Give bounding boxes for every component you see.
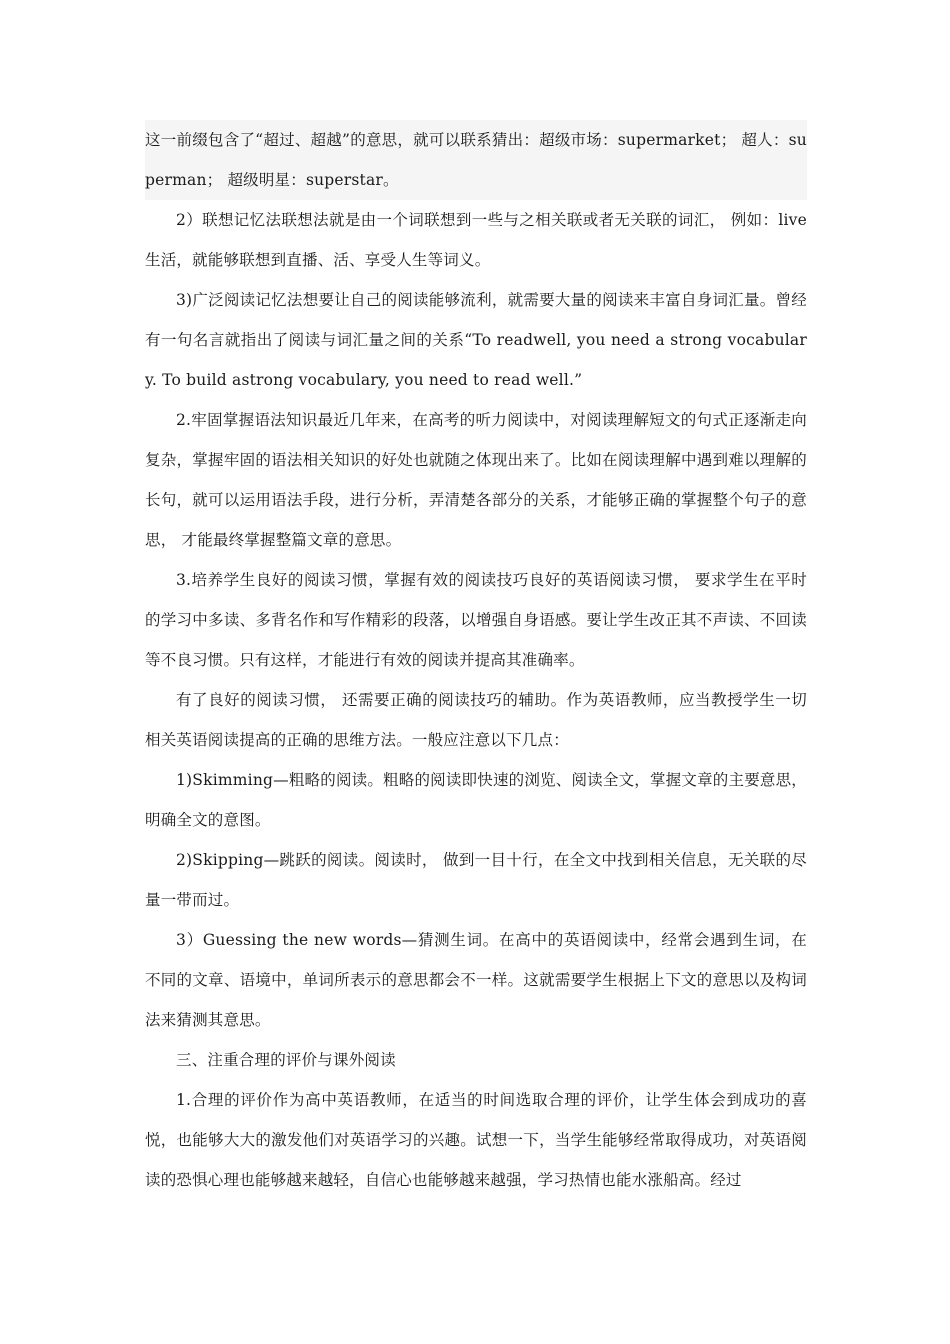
- paragraph-skipping: 2)Skipping—跳跃的阅读。阅读时， 做到一目十行，在全文中找到相关信息，无关联的尽量一带而过。: [145, 851, 807, 909]
- paragraph-skimming: 1)Skimming—粗略的阅读。粗略的阅读即快速的浏览、阅读全文，掌握文章的主要意思，明确全文的意图。: [145, 771, 807, 829]
- document-body: [145, 120, 807, 1200]
- paragraph-reading-habits: 3.培养学生良好的阅读习惯，掌握有效的阅读技巧良好的英语阅读习惯， 要求学生在平时的学习中多读、多背名作和写作精彩的段落，以增强自身语感。要让学生改正其不声读、不回读等不良习惯。只有这样，才能进行有效的阅读并提高其准确率。: [145, 571, 807, 669]
- paragraph-association-memory: 2）联想记忆法联想法就是由一个词联想到一些与之相关联或者无关联的词汇， 例如：live 生活，就能够联想到直播、活、享受人生等词义。: [145, 211, 807, 269]
- paragraph-prefix-super: 这一前缀包含了“超过、超越”的意思，就可以联系猜出：超级市场：supermarket； 超人：superman； 超级明星：superstar。: [145, 120, 807, 200]
- paragraph-grammar: 2.牢固掌握语法知识最近几年来，在高考的听力阅读中，对阅读理解短文的句式正逐渐走向复杂，掌握牢固的语法相关知识的好处也就随之体现出来了。比如在阅读理解中遇到难以理解的长句，就可以运用语法手段，进行分析，弄清楚各部分的关系，才能够正确的掌握整个句子的意思， 才能最终掌握整篇文章的意思。: [145, 411, 807, 549]
- paragraph-guessing: 3）Guessing the new words—猜测生词。在高中的英语阅读中，经常会遇到生词，在不同的文章、语境中，单词所表示的意思都会不一样。这就需要学生根据上下文的意思以及构词法来猜测其意思。: [145, 931, 807, 1029]
- paragraph-reading-skills: 有了良好的阅读习惯， 还需要正确的阅读技巧的辅助。作为英语教师，应当教授学生一切相关英语阅读提高的正确的思维方法。一般应注意以下几点：: [145, 691, 807, 749]
- paragraph-evaluation: 1.合理的评价作为高中英语教师，在适当的时间选取合理的评价，让学生体会到成功的喜悦，也能够大大的激发他们对英语学习的兴趣。试想一下，当学生能够经常取得成功，对英语阅读的恐惧心理也能够越来越轻，自信心也能够越来越强，学习热情也能水涨船高。经过: [145, 1091, 807, 1189]
- paragraph-extensive-reading: 3)广泛阅读记忆法想要让自己的阅读能够流利，就需要大量的阅读来丰富自身词汇量。曾经有一句名言就指出了阅读与词汇量之间的关系“To readwell, you need a strong vocabulary. To build astrong vocabulary, you need to read well.”: [145, 291, 807, 389]
- section-heading-evaluation: 三、注重合理的评价与课外阅读: [176, 1051, 396, 1069]
